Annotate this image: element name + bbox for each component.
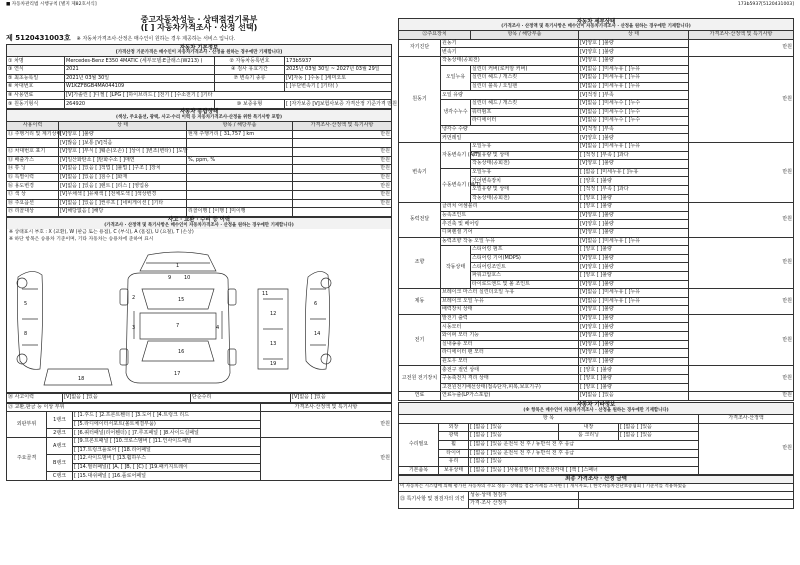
panel-label: 3 <box>132 325 136 332</box>
detail-item: 실린더 헤드 / 개스킷 <box>471 100 579 109</box>
right-page <box>398 18 794 560</box>
main-frame-price: 만원 <box>261 438 392 481</box>
detail-state: [V]양호 [ ]불량 <box>579 160 689 169</box>
detail-item: 충전구 절연 상태 <box>441 366 579 375</box>
detail-row <box>399 143 794 152</box>
etc-item: 유리 <box>439 458 469 467</box>
accident-history-value: [V]없음 [ ]있음 <box>63 394 191 403</box>
status-value: 만원 <box>293 165 392 174</box>
detail-item: 타이로드엔드 및 볼 조인트 <box>471 280 579 289</box>
detail-header: 가격조사·산정액 및 특기사항 <box>689 31 794 40</box>
rank-label: 1랭크 <box>47 412 73 429</box>
basic-value: 2021년 03월 30일 <box>65 74 215 83</box>
detail-state: [V]없음 [ ]미세누유 [ ]누유 <box>579 65 689 74</box>
detail-group: 전기 <box>399 314 441 366</box>
status-value: [V]일산화탄소 [ ]탄화수소 [ ]매연 <box>59 156 187 165</box>
panel-label: 15 <box>178 297 185 304</box>
etc-state: [ ]없음 [ ]있음 <box>469 432 559 441</box>
status-value <box>187 191 293 200</box>
detail-item: 스티어링 기어(MDPS) <box>471 254 579 263</box>
final-price-title: 최종 가격조사 · 산정 금액 <box>398 475 794 483</box>
panel-label: 19 <box>270 361 277 368</box>
exchange-parts-table <box>6 403 392 481</box>
status-value: 리콜이행 [ ]이행 [ ]미이행 <box>187 208 293 217</box>
status-value <box>187 182 293 191</box>
form-reference: ■ 자동차관리법 시행규칙 [별지 제82호서식] <box>6 2 97 7</box>
status-value: 만원 <box>293 199 392 208</box>
status-value: 만원 <box>293 182 392 191</box>
panel-label: 13 <box>270 341 277 348</box>
diagram-note: ※ 하단 항목은 승용차 기준이며, 기타 자동차는 승용차에 준하여 표시 <box>9 237 154 243</box>
detail-state: [V]양호 [ ]불량 <box>579 263 689 272</box>
detail-price: 만원 <box>689 366 794 392</box>
detail-item: 라디에이터 <box>471 117 579 126</box>
detail-row <box>399 39 794 48</box>
etc-state: [ ]없음 [ ]있음 <box>469 458 699 467</box>
detail-item: 실린더 헤드 / 개스킷 <box>471 74 579 83</box>
rank-items: [ ]12.사이드멤버 [ ]13.휠하우스 <box>73 455 261 464</box>
detail-item: 브레이크 마스터 실린더오일 누유 <box>441 289 579 298</box>
rank-items: [ ]17.트렁크플로어 [ ]18.리어패널 <box>73 446 261 455</box>
outer-panel-group: 외판부위 <box>7 412 47 438</box>
basic-value: 264920 <box>65 100 215 109</box>
detail-state: [ ]양호 [ ]불량 <box>579 271 689 280</box>
detail-row <box>399 392 794 401</box>
panel-label: 1 <box>176 263 180 270</box>
status-value <box>187 199 293 208</box>
detail-item: 작동상태(공회전) <box>441 57 579 66</box>
basic-row <box>7 57 392 66</box>
status-legend: ※ 상태표시 부호 : X (교환), W (판금 또는 용접), C (부식), A (흠집), U (요철), T (손상) <box>9 230 194 236</box>
detail-state: [ ]양호 [ ]불량 <box>579 203 689 212</box>
detail-price: 만원 <box>689 237 794 289</box>
detail-item: 실린더 블록 / 오일팬 <box>471 82 579 91</box>
status-value <box>293 208 392 217</box>
detail-item: 고전원전기배선상태(접속단자,피복,보호기구) <box>441 383 579 392</box>
detail-state: [ ]양호 [ ]불량 <box>579 177 689 186</box>
status-section-title: 자동차 종합상태 (색상, 주요옵션, 광택, 사고·수리 이력 등 자동차가격조사·산정을 위한 특기사항 포함) <box>6 109 392 121</box>
status-value: 만원 <box>293 173 392 182</box>
status-value <box>293 139 392 148</box>
detail-item: 동력조향 작동 오일 누유 <box>441 237 579 246</box>
detail-state: [ ]적정 [ ]부족 [ ]과다 <box>579 185 689 194</box>
detail-header: 상 태 <box>579 31 689 40</box>
detail-item: 오일누유 <box>471 168 579 177</box>
status-value: [V]양호 [ ]불량 <box>59 130 187 139</box>
etc-item: 타이어 <box>439 449 469 458</box>
detail-subgroup: 자동변속기 (A/T) <box>441 143 471 169</box>
detail-price: 만원 <box>689 203 794 237</box>
detail-item: 작동상태(공회전) <box>471 160 579 169</box>
rank-items: [ ]1.후드 [ ]2.프론트휀더 [ ]3.도어 [ ]4.트렁크 리드 <box>73 412 261 421</box>
exchange-parts-header: ㉑ 교환,판금 등 이상 부위 <box>7 403 261 412</box>
detail-price: 만원 <box>689 57 794 143</box>
etc-item: 보유상태 <box>439 466 469 475</box>
panel-label: 11 <box>262 291 269 298</box>
status-value: [V]없음 [ ]있음 [ ]적법 [ ]불법 [ ]구조 [ ]장치 <box>59 165 187 174</box>
detail-row <box>399 366 794 375</box>
basic-label: ⑤ 최초등록일 <box>7 74 65 83</box>
detail-item: 오일유량 및 상태 <box>471 185 579 194</box>
form-number: 173b5937[5120431003] <box>737 2 794 7</box>
etc-state: [ ]없음 [ ]있음 <box>619 432 699 441</box>
detail-group: 고전원 전기장치 <box>399 366 441 392</box>
basic-value: 2021 <box>65 66 215 75</box>
etc-state: [ ]없음 [ ]있음 [ ]사용설명서 [ ]안전삼각대 [ ]잭 [ ]스패너 <box>469 466 699 475</box>
status-value <box>187 139 293 148</box>
status-label: ⑲ 리콜대상 <box>7 208 59 217</box>
etc-table <box>398 414 794 475</box>
rank-items: [ ]5.라디에이터서포트(볼트체결부품) <box>73 420 261 429</box>
rank-items: [ ]9.프론트패널 [ ]10.크로스멤버 [ ]11.인사이드패널 <box>73 438 261 447</box>
detail-state: [V]없음 [ ]미세누유 [ ]누유 <box>579 297 689 306</box>
detail-item: 디퍼렌셜 기어 <box>441 228 579 237</box>
status-row <box>7 208 392 217</box>
detail-item: 윈도우 모터 <box>441 357 579 366</box>
status-value: [V]양호 [ ]부식 [ ]훼손(오손) [ ]상이 [ ]변조(변타) [ ]도말 <box>60 148 188 155</box>
status-label: ⑱ 주요옵션 <box>7 199 59 208</box>
status-label: ⑰ 색 상 <box>7 191 59 200</box>
status-value: 만원 <box>293 156 392 165</box>
panel-label: 6 <box>314 301 318 308</box>
detail-state: [V]양호 [ ]불량 <box>579 280 689 289</box>
detail-item: 커먼레일 <box>441 134 579 143</box>
detail-subgroup: 작동상태 <box>441 246 471 289</box>
accident-history-label: ⑳ 사고이력 <box>7 394 63 403</box>
panel-label: 2 <box>132 295 136 302</box>
detail-price: 만원 <box>689 392 794 401</box>
basic-label: ④ 검사 유효기간 <box>215 66 285 75</box>
status-value: 현재 주행거리 [ 31,757 ] km <box>187 130 293 139</box>
status-value: [V]해당없음 [ ]해당 <box>59 208 187 217</box>
status-header: 항목 / 해당부품 <box>187 122 293 131</box>
detail-state: [ ]양호 [ ]불량 <box>579 383 689 392</box>
basic-label: ⑧ 사용연료 <box>7 91 65 100</box>
etc-header: 항 목 <box>399 415 699 424</box>
panel-label: 17 <box>174 371 181 378</box>
status-value: [V]많음 [ ]보통 [V]적음 <box>59 139 187 148</box>
status-header: 사용이력 <box>7 122 59 131</box>
detail-state: [ ]양호 [ ]불량 <box>579 194 689 203</box>
detail-item: 스티어링 펌프 <box>471 246 579 255</box>
detail-price: 만원 <box>689 143 794 203</box>
etc-header: 가격조사·산정액 <box>699 415 794 424</box>
basic-value: [ ]자가보증 [V]보험사보증 가격산정 기준가격 만원 <box>286 100 397 107</box>
rank-items: [ ]15.대쉬패널 [ ]16.플로어패널 <box>73 472 261 481</box>
etc-group: 수리필요 <box>399 423 439 466</box>
detail-section-title: 자동차 세부상태 (가격조사 · 산정액 및 특기사항은 매수인이 자동차가격조사 · 산정을 원하는 경우에만 기재합니다) <box>398 18 794 30</box>
etc-state: [ ]없음 [ ]있음 <box>619 423 699 432</box>
detail-item: 등속조인트 <box>441 211 579 220</box>
detail-state: [V]양호 [ ]불량 <box>579 349 689 358</box>
detail-state: [ ]양호 [ ]불량 <box>579 375 689 384</box>
appraiser-signature[interactable] <box>579 500 794 509</box>
rank-label: A랭크 <box>47 438 73 455</box>
detail-item: 오일유량 및 상태 <box>471 151 579 160</box>
detail-item: 시동모터 <box>441 323 579 332</box>
car-diagram <box>8 249 392 391</box>
status-value: [V]없음 [ ]있음 [ ]썬루프 [ ]네비게이션 [ ]기타 <box>59 199 187 208</box>
detail-group: 원동기 <box>399 57 441 143</box>
detail-group: 동력전달 <box>399 203 441 237</box>
status-row <box>7 165 392 174</box>
signature-table <box>398 491 794 509</box>
panel-label: 18 <box>78 376 85 383</box>
detail-item: 발전기 출력 <box>441 314 579 323</box>
basic-row <box>7 74 392 83</box>
status-row <box>7 130 392 139</box>
inspector-signature[interactable] <box>579 491 794 500</box>
detail-item: 스티어링조인트 <box>471 263 579 272</box>
detail-price: 만원 <box>689 289 794 315</box>
panel-label: 5 <box>24 301 28 308</box>
basic-row <box>7 83 392 92</box>
status-value: 만원 <box>293 130 392 139</box>
etc-item: 내장 <box>559 423 619 432</box>
detail-row <box>399 314 794 323</box>
status-row <box>7 182 392 191</box>
simple-repair-value: [V]없음 [ ]있음 <box>291 394 392 403</box>
appraiser-label: 가격·조사 산정자 <box>469 500 579 509</box>
detail-row <box>399 237 794 246</box>
status-row <box>7 148 392 157</box>
detail-item: 냉각수 수량 <box>441 125 579 134</box>
detail-state: [V]없음 [ ]있음 <box>579 392 689 401</box>
basic-value: [ ]무단변속기 [ ]기타( ) <box>285 83 392 92</box>
status-header: 가격조사·산정액 및 특기사항 <box>293 122 392 131</box>
detail-item: 워터펌프 <box>471 108 579 117</box>
detail-state: [V]양호 [ ]불량 <box>579 57 689 66</box>
detail-state: [V]양호 [ ]불량 <box>579 48 689 57</box>
status-label: ⑪ 주행거리 및 계기상태 <box>8 131 62 138</box>
etc-item: 룸 크리닝 <box>559 432 619 441</box>
detail-state: [V]양호 [ ]불량 <box>579 254 689 263</box>
detail-subgroup: 수동변속기 (M/T) <box>441 168 471 202</box>
status-label: ⑫ 차대번호 표기 <box>7 148 59 157</box>
remarks-label: ㉓ 특기사항 및 점검자의 의견 <box>399 491 469 508</box>
form-title: 중고자동차성능 · 상태점검기록부 <box>140 15 258 24</box>
status-label: ⑭ 튜 닝 <box>7 165 59 174</box>
status-label <box>7 139 59 148</box>
left-page <box>6 12 397 560</box>
basic-row <box>7 66 392 75</box>
detail-state: [V]양호 [ ]불량 <box>579 340 689 349</box>
basic-value: 2025년 03월 30일 ~ 2027년 03월 29일 <box>285 66 392 75</box>
detail-state: [V]양호 [ ]불량 <box>579 220 689 229</box>
detail-row <box>399 57 794 66</box>
detail-price: 만원 <box>689 39 794 56</box>
detail-state: [V]양호 [ ]불량 <box>579 134 689 143</box>
basic-label: ⑨ 원동기형식 <box>7 100 65 109</box>
detail-state: [V]적정 [ ]부족 <box>579 91 689 100</box>
detail-item: 브레이크 오일 누유 <box>441 297 579 306</box>
detail-item: 변속기 <box>441 48 579 57</box>
status-table <box>6 121 392 217</box>
outer-panel-price: 만원 <box>261 412 392 438</box>
detail-state: [V]양호 [ ]불량 <box>579 211 689 220</box>
status-label: ⑯ 용도변경 <box>7 182 59 191</box>
form-subtitle: ([ ] 자동차가격조사 · 산정 선택) <box>140 23 258 33</box>
panel-label: 7 <box>176 323 180 330</box>
status-row <box>7 173 392 182</box>
detail-header: 항목 / 해당부품 <box>471 31 579 40</box>
detail-item: 라디에이터 팬 모터 <box>441 349 579 358</box>
etc-price: 만원 <box>699 423 794 475</box>
etc-item: 외장 <box>439 423 469 432</box>
panel-label: 4 <box>216 325 220 332</box>
detail-item: 와이퍼 모터 기능 <box>441 332 579 341</box>
detail-item: 연료누출(LP가스포함) <box>441 392 579 401</box>
basic-label: ⑦ 변속기 종류 <box>215 74 285 83</box>
status-value: [V]없음 [ ]있음 [ ]침수 [ ]화재 <box>59 173 187 182</box>
detail-state: [ ]적정 [ ]부족 [ ]과다 <box>579 151 689 160</box>
detail-state: [ ]양호 [ ]불량 <box>579 246 689 255</box>
status-header: 상 태 <box>59 122 187 131</box>
detail-item: 기어변속장치 <box>471 177 579 186</box>
basic-row <box>7 100 392 109</box>
basic-value: 173b5937 <box>285 57 392 66</box>
accident-section-title: 사고 · 교환 · 수리 등 이력 (가격조사 · 산정액 및 특기사항은 매수인이 자동차가격조사 · 산정을 원하는 경우에만 기재합니다) <box>6 217 392 229</box>
panel-label: 10 <box>184 275 191 282</box>
status-label: ⑬ 배출가스 <box>7 156 59 165</box>
final-statement: 이 자동차는 시스템에 의해 평가된 자동차의 주요 성능 · 상태를 점검·시세를 조사한 [ ] 개시자료, [ 한국자동차진단보증협회 ] 기준서를 적용하였음 <box>398 483 794 491</box>
detail-item: 원동기 <box>441 39 579 48</box>
simple-repair-label: 단순수리 <box>191 394 291 403</box>
detail-state: [V]양호 [ ]불량 <box>579 314 689 323</box>
detail-state: [V]없음 [ ]미세누수 [ ]누수 <box>579 117 689 126</box>
detail-state: [V]없음 [ ]미세누유 [ ]누유 <box>579 74 689 83</box>
basic-value: [V]자동 [ ]수동 [ ]세미오토 <box>285 74 392 83</box>
detail-group: 제동 <box>399 289 441 315</box>
etc-state: [ ]없음 [ ]있음 운전석 전 후 / 동반석 전 후 응급 <box>469 449 699 458</box>
detail-group: 변속기 <box>399 143 441 203</box>
detail-subgroup: 오일누유 <box>441 65 471 91</box>
detail-item: 작동상태(공회전) <box>471 194 579 203</box>
detail-row <box>399 203 794 212</box>
detail-state: [V]없음 [ ]미세누유 [ ]누유 <box>579 237 689 246</box>
detail-state: [V]없음 [ ]미세누유 [ ]누유 <box>579 143 689 152</box>
basic-label: ⑥ 차대번호 <box>7 83 65 92</box>
status-value: [V]없음 [ ]있음 [ ]렌트 [ ]리스 [ ]영업용 <box>59 182 187 191</box>
etc-group: 기본품목 <box>399 466 439 475</box>
status-row <box>7 191 392 200</box>
detail-state: [ ]양호 [ ]불량 <box>579 366 689 375</box>
panel-label: 9 <box>168 275 172 282</box>
status-value: %, ppm, % <box>187 156 293 165</box>
detail-group: 조향 <box>399 237 441 289</box>
basic-info-table <box>6 56 397 109</box>
status-value: 만원 <box>293 191 392 200</box>
panel-label: 14 <box>314 331 321 338</box>
inspector-label: 성능·상태 점검자 <box>469 491 579 500</box>
detail-row <box>399 289 794 298</box>
status-value <box>187 165 293 174</box>
detail-item: 실린더 커버(로커암 커버) <box>471 65 579 74</box>
detail-state: [V]양호 [ ]불량 <box>579 323 689 332</box>
etc-item: 휠 <box>439 440 469 449</box>
status-row <box>7 199 392 208</box>
basic-label: ② 자동차등록번호 <box>215 57 285 66</box>
detail-state: [V]양호 [ ]불량 <box>579 228 689 237</box>
accident-history-table <box>6 393 392 403</box>
detail-item: 구동축전지 격리 상태 <box>441 375 579 384</box>
detail-header: ㉒주요장치 <box>399 31 471 40</box>
panel-label: 8 <box>24 331 28 338</box>
basic-value: Mercedes-Benz E350 4MATIC (세부모델:E클래스(W213) ) <box>65 57 215 66</box>
detail-item: 추진축 및 베어링 <box>441 220 579 229</box>
detail-state: [ ]없음 [ ]미세누유 [ ]누유 <box>579 168 689 177</box>
detail-group: 자기진단 <box>399 39 441 56</box>
basic-info-section-title: 자동차 기본정보 [가격산정 기준가격은 매수인이 자동차가격조사 · 산정을 원하는 경우에만 기재합니다] <box>6 44 392 56</box>
detail-state: [V]양호 [ ]불량 <box>579 306 689 315</box>
status-value: 만원 <box>293 148 392 157</box>
status-value: [V]무채색 [ ]유채색 [ ]전체도색 [ ]색상변경 <box>59 191 187 200</box>
detail-item: 실내송풍 모터 <box>441 340 579 349</box>
etc-row <box>399 423 794 432</box>
document-note: ※ 자동차가격조사·산정은 매수인이 원하는 경우 제공하는 서비스 입니다. <box>76 35 236 42</box>
detail-state: [V]없음 [ ]미세누유 [ ]누유 <box>579 82 689 91</box>
etc-section-title: 자동차 기타정보 (※ 항목은 매수인이 자동차가격조사 · 산정을 원하는 경우에만 기재합니다) <box>398 402 794 414</box>
etc-state: [ ]없음 [ ]있음 <box>469 423 559 432</box>
detail-state: [V]없음 [ ]미세누수 [ ]누수 <box>579 100 689 109</box>
status-label: ⑮ 특별이력 <box>7 173 59 182</box>
detail-item: 배력장치 상태 <box>441 306 579 315</box>
detail-item: 클러치 어셈블리 <box>441 203 579 212</box>
status-row <box>7 139 392 148</box>
detail-state: [V]없음 [ ]미세누유 [ ]누유 <box>579 289 689 298</box>
rank-items: [ ]14.필러패널([ ]A, [ ]B, [ ]C) [ ]19.패키지트레이 <box>73 463 261 472</box>
detail-state: [V]양호 [ ]불량 <box>579 332 689 341</box>
car-diagram-area <box>6 229 392 393</box>
basic-row <box>7 91 392 100</box>
main-frame-group: 주요골격 <box>7 438 47 481</box>
basic-label <box>215 83 285 92</box>
status-value <box>187 173 293 182</box>
status-row <box>7 156 392 165</box>
panel-label: 16 <box>178 349 185 356</box>
detail-table <box>398 30 794 401</box>
basic-value: [V]가솔린 [ ]디젤 [ ]LPG [ ]하이브리드 [ ]전기 [ ]수소전기 [ ]기타 <box>65 91 392 100</box>
etc-item: 광택 <box>439 432 469 441</box>
basic-label: ⑩ 보증유형 <box>215 100 285 109</box>
detail-state: [V]없음 [ ]미세누수 [ ]누수 <box>579 108 689 117</box>
rank-items: [ ]6.쿼터패널(리어휀더) [ ]7.루프패널 [ ]8.사이드실패널 <box>73 429 261 438</box>
detail-item: 오일 유량 <box>441 91 579 100</box>
rank-label: C랭크 <box>47 472 73 481</box>
detail-state: [V]양호 [ ]불량 <box>579 357 689 366</box>
etc-state: [ ]없음 [ ]있음 운전석 전 후 / 동반석 전 후 응급 <box>469 440 699 449</box>
exchange-price-header: 가격조사·산정액 및 특기사항 <box>261 403 392 412</box>
rank-label: B랭크 <box>47 455 73 472</box>
detail-item: 오일누유 <box>471 143 579 152</box>
detail-subgroup: 냉각수누수 <box>441 100 471 126</box>
panel-label: 12 <box>270 311 277 318</box>
basic-value: W1KZF8GB4MA044109 <box>65 83 215 92</box>
detail-group: 연료 <box>399 392 441 401</box>
detail-item: 파워고압호스 <box>471 271 579 280</box>
status-value <box>187 148 293 157</box>
basic-label: ③ 연식 <box>7 66 65 75</box>
detail-state: [V]적정 [ ]부족 <box>579 125 689 134</box>
detail-state: [V]양호 [ ]불량 <box>579 39 689 48</box>
detail-price: 만원 <box>689 314 794 366</box>
document-number: 제 5120431003호 <box>6 33 71 42</box>
rank-label: 2랭크 <box>47 429 73 438</box>
basic-label: ① 차명 <box>7 57 65 66</box>
